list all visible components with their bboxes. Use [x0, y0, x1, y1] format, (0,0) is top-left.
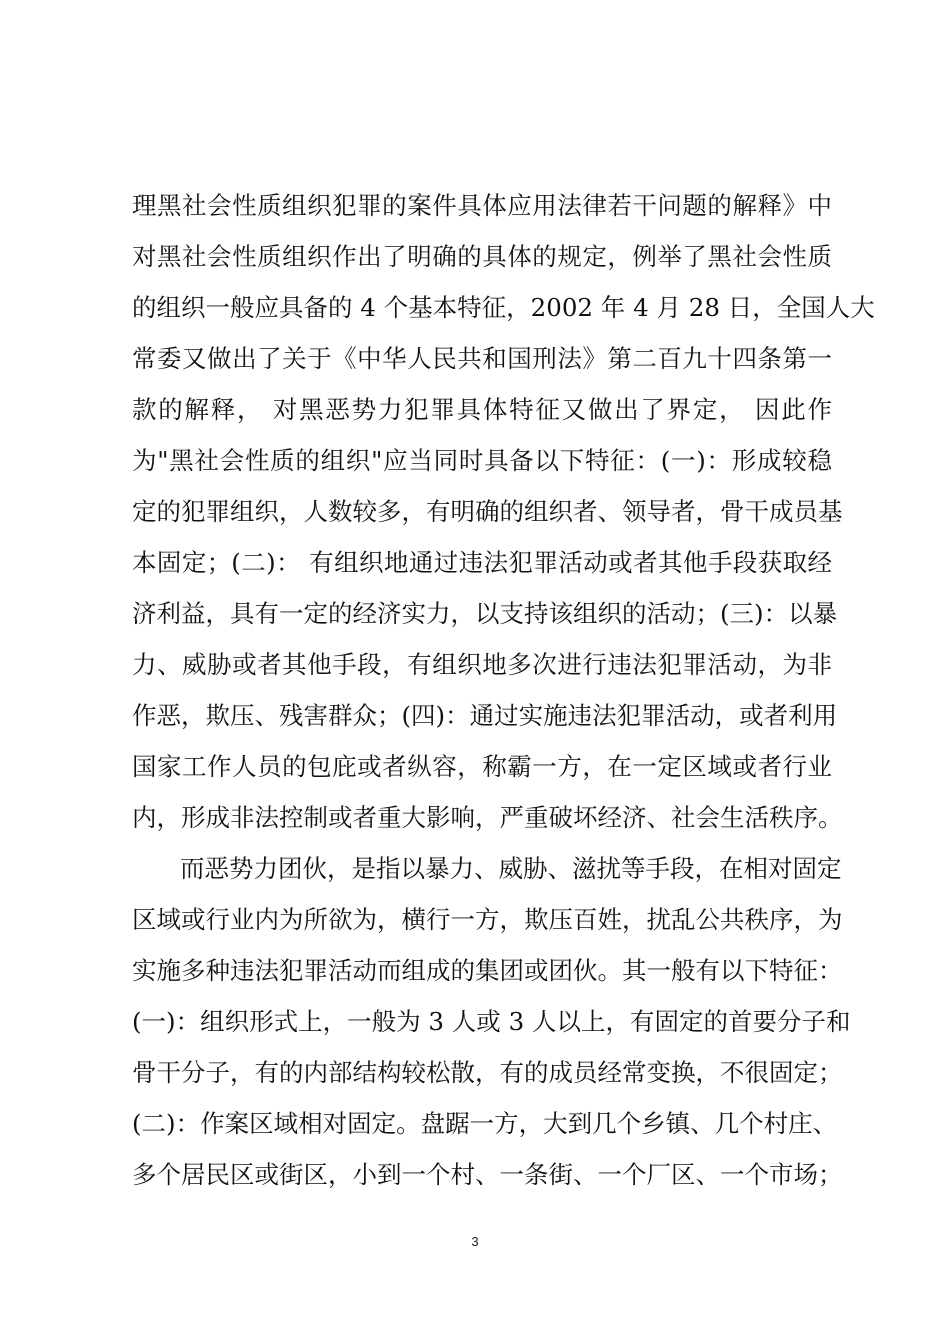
text-line: (一)：组织形式上，一般为 3 人或 3 人以上，有固定的首要分子和	[132, 1007, 851, 1036]
text-line: 定的犯罪组织，人数较多，有明确的组织者、领导者，骨干成员基	[132, 497, 843, 526]
text-line: 作恶，欺压、残害群众；(四)：通过实施违法犯罪活动，或者利用	[132, 701, 838, 730]
text-line: 区域或行业内为所欲为，横行一方，欺压百姓，扰乱公共秩序，为	[132, 905, 843, 934]
page-number: 3	[471, 1234, 479, 1249]
text-line: 骨干分子，有的内部结构较松散，有的成员经常变换，不很固定；	[132, 1058, 843, 1087]
text-line: 常委又做出了关于《中华人民共和国刑法》第二百九十四条第一	[132, 344, 832, 373]
text-line: 款的解释， 对黑恶势力犯罪具体特征又做出了界定， 因此作	[132, 395, 832, 424]
text-line: 多个居民区或街区，小到一个村、一条街、一个厂区、一个市场；	[132, 1160, 843, 1189]
text-line: 内，形成非法控制或者重大影响，严重破坏经济、社会生活秩序。	[132, 803, 843, 832]
document-body	[132, 180, 875, 1200]
text-line: 济利益，具有一定的经济实力，以支持该组织的活动；(三)：以暴	[132, 599, 838, 628]
text-line: 理黑社会性质组织犯罪的案件具体应用法律若干问题的解释》中	[132, 191, 832, 220]
text-line: (二)：作案区域相对固定。盘踞一方，大到几个乡镇、几个村庄、	[132, 1109, 838, 1138]
text-line: 国家工作人员的包庇或者纵容，称霸一方，在一定区域或者行业	[132, 752, 832, 781]
text-line: 本固定；(二)： 有组织地通过违法犯罪活动或者其他手段获取经	[132, 548, 832, 577]
text-line: 的组织一般应具备的 4 个基本特征，2002 年 4 月 28 日，全国人大	[132, 293, 875, 322]
text-line: 对黑社会性质组织作出了明确的具体的规定，例举了黑社会性质	[132, 242, 832, 271]
text-line: 为"黑社会性质的组织"应当同时具备以下特征：(一)：形成较稳	[132, 446, 832, 475]
text-line: 力、威胁或者其他手段，有组织地多次进行违法犯罪活动，为非	[132, 650, 832, 679]
text-line: 而恶势力团伙，是指以暴力、威胁、滋扰等手段，在相对固定	[180, 854, 842, 883]
text-line: 实施多种违法犯罪活动而组成的集团或团伙。其一般有以下特征：	[132, 956, 843, 985]
